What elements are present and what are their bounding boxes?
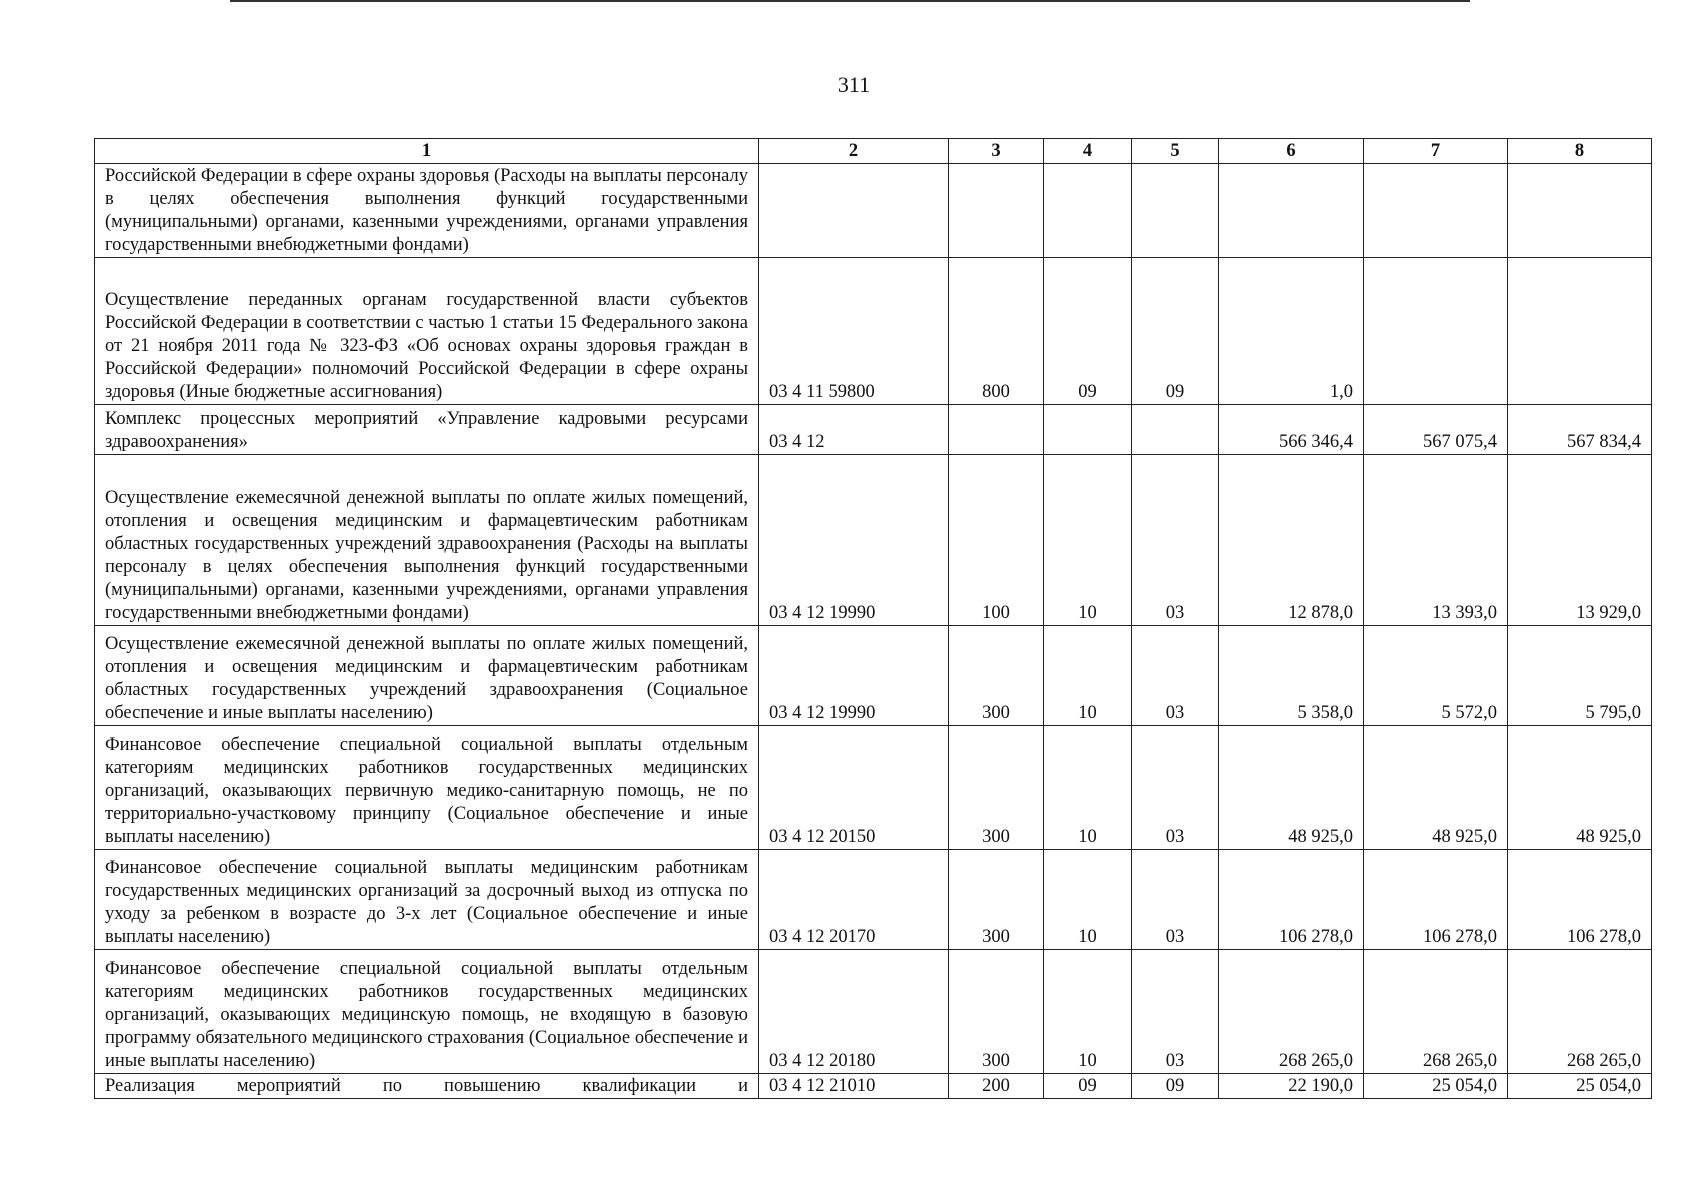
row-amount-year2 — [1364, 164, 1508, 258]
row-section: 10 — [1044, 950, 1132, 1074]
row-amount-year3: 567 834,4 — [1508, 405, 1652, 455]
row-amount-year3: 13 929,0 — [1508, 455, 1652, 626]
row-section — [1044, 405, 1132, 455]
row-amount-year2: 25 054,0 — [1364, 1074, 1508, 1099]
row-code: 03 4 12 19990 — [759, 626, 949, 726]
row-section: 10 — [1044, 626, 1132, 726]
row-amount-year1: 48 925,0 — [1219, 726, 1364, 850]
table-row — [95, 164, 1652, 258]
row-code: 03 4 12 20170 — [759, 850, 949, 950]
row-expense-type: 200 — [949, 1074, 1044, 1099]
row-section: 10 — [1044, 850, 1132, 950]
row-amount-year2: 567 075,4 — [1364, 405, 1508, 455]
row-amount-year3: 106 278,0 — [1508, 850, 1652, 950]
row-amount-year3: 5 795,0 — [1508, 626, 1652, 726]
header-col-8: 8 — [1508, 139, 1652, 164]
row-subsection — [1132, 164, 1219, 258]
row-expense-type — [949, 405, 1044, 455]
row-description: Финансовое обеспечение социальной выплаты медицинским работникам государственных медицинских организаций за досрочный выход из отпуска по уходу за ребенком в возрасте до 3-х лет (Социальное обеспечение и иные выплаты населению) — [95, 850, 759, 950]
row-code: 03 4 12 19990 — [759, 455, 949, 626]
row-expense-type: 100 — [949, 455, 1044, 626]
row-subsection: 03 — [1132, 455, 1219, 626]
row-amount-year1: 22 190,0 — [1219, 1074, 1364, 1099]
row-description: Финансовое обеспечение специальной социальной выплаты отдельным категориям медицинских работников государственных медицинских организаций, оказывающих медицинскую помощь, не входящую в базовую программу обязательного медицинского страхования (Социальное обеспечение и иные выплаты населению) — [95, 950, 759, 1074]
row-amount-year2: 106 278,0 — [1364, 850, 1508, 950]
row-code: 03 4 11 59800 — [759, 258, 949, 405]
row-code: 03 4 12 — [759, 405, 949, 455]
row-code: 03 4 12 20180 — [759, 950, 949, 1074]
table-row — [95, 726, 1652, 850]
row-section — [1044, 164, 1132, 258]
row-amount-year1: 566 346,4 — [1219, 405, 1364, 455]
page-number: 311 — [837, 72, 871, 97]
row-section: 10 — [1044, 455, 1132, 626]
row-amount-year2: 5 572,0 — [1364, 626, 1508, 726]
row-description: Осуществление переданных органам государственной власти субъектов Российской Федерации в соответствии с частью 1 статьи 15 Федерального закона от 21 ноября 2011 года № 323-ФЗ «Об основах охраны здоровья граждан в Российской Федерации» полномочий Российской Федерации в сфере охраны здоровья (Иные бюджетные ассигнования) — [95, 258, 759, 405]
table-row — [95, 626, 1652, 726]
row-subsection: 03 — [1132, 726, 1219, 850]
header-row — [95, 139, 1652, 164]
table-row — [95, 950, 1652, 1074]
row-amount-year1: 12 878,0 — [1219, 455, 1364, 626]
scan-top-rule — [230, 0, 1470, 2]
row-amount-year2 — [1364, 258, 1508, 405]
row-description: Финансовое обеспечение специальной социальной выплаты отдельным категориям медицинских работников государственных медицинских организаций, оказывающих первичную медико-санитарную помощь, не по территориально-участковому принципу (Социальное обеспечение и иные выплаты населению) — [95, 726, 759, 850]
row-description: Осуществление ежемесячной денежной выплаты по оплате жилых помещений, отопления и освещения медицинским и фармацевтическим работникам областных государственных учреждений здравоохранения (Расходы на выплаты персоналу в целях обеспечения выполнения функций государственными (муниципальными) органами, казенными учреждениями, органами управления государственными внебюджетными фондами) — [95, 455, 759, 626]
row-amount-year2: 13 393,0 — [1364, 455, 1508, 626]
row-subsection — [1132, 405, 1219, 455]
row-expense-type: 300 — [949, 850, 1044, 950]
row-amount-year1 — [1219, 164, 1364, 258]
header-col-6: 6 — [1219, 139, 1364, 164]
row-subsection: 03 — [1132, 950, 1219, 1074]
row-amount-year2: 268 265,0 — [1364, 950, 1508, 1074]
row-amount-year3 — [1508, 258, 1652, 405]
row-expense-type: 300 — [949, 726, 1044, 850]
row-section: 09 — [1044, 1074, 1132, 1099]
row-amount-year1: 5 358,0 — [1219, 626, 1364, 726]
row-expense-type: 300 — [949, 950, 1044, 1074]
row-subsection: 09 — [1132, 1074, 1219, 1099]
header-col-7: 7 — [1364, 139, 1508, 164]
row-subsection: 03 — [1132, 850, 1219, 950]
header-col-1: 1 — [95, 139, 759, 164]
row-amount-year1: 106 278,0 — [1219, 850, 1364, 950]
row-section: 09 — [1044, 258, 1132, 405]
row-amount-year1: 268 265,0 — [1219, 950, 1364, 1074]
row-description: Комплекс процессных мероприятий «Управление кадровыми ресурсами здравоохранения» — [95, 405, 759, 455]
row-amount-year3: 25 054,0 — [1508, 1074, 1652, 1099]
row-amount-year2: 48 925,0 — [1364, 726, 1508, 850]
row-section: 10 — [1044, 726, 1132, 850]
row-description: Российской Федерации в сфере охраны здоровья (Расходы на выплаты персоналу в целях обеспечения выполнения функций государственными (муниципальными) органами, казенными учреждениями, органами управления государственными внебюджетными фондами) — [95, 164, 759, 258]
row-amount-year3 — [1508, 164, 1652, 258]
row-code: 03 4 12 21010 — [759, 1074, 949, 1099]
header-col-2: 2 — [759, 139, 949, 164]
row-amount-year3: 48 925,0 — [1508, 726, 1652, 850]
row-code — [759, 164, 949, 258]
row-subsection: 03 — [1132, 626, 1219, 726]
row-amount-year3: 268 265,0 — [1508, 950, 1652, 1074]
header-col-3: 3 — [949, 139, 1044, 164]
budget-table — [94, 138, 1652, 1099]
table-row — [95, 455, 1652, 626]
row-code: 03 4 12 20150 — [759, 726, 949, 850]
row-description: Осуществление ежемесячной денежной выплаты по оплате жилых помещений, отопления и освещения медицинским и фармацевтическим работникам областных государственных учреждений здравоохранения (Социальное обеспечение и иные выплаты населению) — [95, 626, 759, 726]
row-expense-type — [949, 164, 1044, 258]
row-expense-type: 300 — [949, 626, 1044, 726]
table-row — [95, 405, 1652, 455]
table-row — [95, 850, 1652, 950]
table-row — [95, 258, 1652, 405]
header-col-4: 4 — [1044, 139, 1132, 164]
header-col-5: 5 — [1132, 139, 1219, 164]
row-expense-type: 800 — [949, 258, 1044, 405]
row-amount-year1: 1,0 — [1219, 258, 1364, 405]
table-row — [95, 1074, 1652, 1099]
row-description: Реализация мероприятий по повышению квалификации и — [95, 1074, 759, 1099]
row-subsection: 09 — [1132, 258, 1219, 405]
